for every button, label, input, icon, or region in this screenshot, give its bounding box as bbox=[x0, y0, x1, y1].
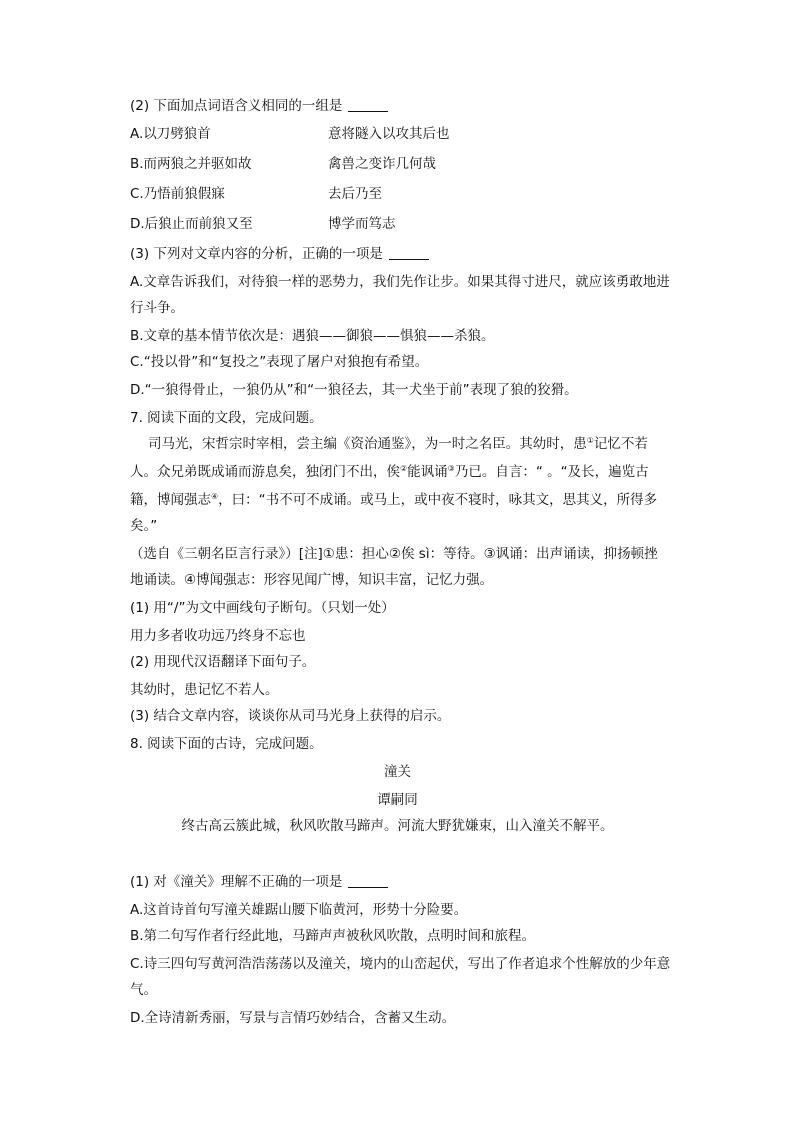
q3-option-a-line2: 行斗争。 bbox=[130, 300, 184, 316]
passage-text: 司马光，宋哲宗时宰相，尝主编《资治通鉴》，为一时之名臣。其幼时，患 bbox=[148, 436, 587, 452]
q2-option-d: D.后狼止而前狼又至 bbox=[130, 216, 253, 232]
q7-notes-line1: （选自《三朝名臣言行录》）[注]①患：担心②俟 sì：等待。③讽诵：出声诵读，抑扬顿挫 bbox=[130, 546, 658, 562]
q2-option-b: B.而两狼之并驱如故 bbox=[130, 156, 252, 172]
q7-passage-line3 bbox=[130, 490, 657, 510]
q7-sub1-sentence: 用力多者收功远乃终身不忘也 bbox=[130, 628, 306, 644]
q2-stem bbox=[130, 96, 388, 116]
footnote-marker: ① bbox=[586, 436, 594, 445]
q2-stem-text: (2) 下面加点词语含义相同的一组是 bbox=[130, 98, 343, 114]
q8-sub1 bbox=[130, 872, 388, 892]
q3-stem bbox=[130, 244, 429, 264]
q7-sub3: (3) 结合文章内容，谈谈你从司马光身上获得的启示。 bbox=[130, 708, 451, 724]
q3-option-d: D.“一狼得骨止，一狼仍从”和“一狼径去，其一犬坐于前”表现了狼的狡猾。 bbox=[130, 382, 578, 398]
q2-option-c-pair: 去后乃至 bbox=[328, 186, 382, 202]
q7-passage-line2 bbox=[130, 462, 649, 482]
q2-option-a-pair: 意将隧入以攻其后也 bbox=[328, 126, 450, 142]
passage-text: 人。众兄弟既成诵而游息矣，独闭门不出，俟 bbox=[130, 464, 400, 480]
footnote-marker: ③ bbox=[447, 464, 455, 473]
passage-text: 记忆不若 bbox=[593, 436, 648, 452]
q7-notes-line2: 地诵读。④博闻强志：形容见闻广博，知识丰富，记忆力强。 bbox=[130, 572, 494, 588]
poem-body: 终古高云簇此城，秋风吹散马蹄声。河流大野犹嫌束，山入潼关不解平。 bbox=[181, 818, 614, 834]
q3-option-b: B.文章的基本情节依次是：遇狼——御狼——惧狼——杀狼。 bbox=[130, 328, 495, 344]
q3-option-a-line1: A.文章告诉我们，对待狼一样的恶势力，我们先作让步。如果其得寸进尺，就应该勇敢地进 bbox=[130, 274, 670, 290]
poem-title: 潼关 bbox=[384, 764, 411, 780]
q3-option-c: C.“投以骨”和“复投之”表现了屠户对狼抱有希望。 bbox=[130, 354, 429, 370]
answer-blank[interactable] bbox=[348, 875, 388, 888]
q8-title: 8. 阅读下面的古诗，完成问题。 bbox=[130, 736, 323, 752]
q8-option-b: B.第二句写作者行经此地，马蹄声声被秋风吹散，点明时间和旅程。 bbox=[130, 928, 536, 944]
answer-blank[interactable] bbox=[389, 247, 429, 260]
q8-option-c-line1: C.诗三四句写黄河浩浩荡荡以及潼关，境内的山峦起伏，写出了作者追求个性解放的少年意 bbox=[130, 956, 671, 972]
q2-option-b-pair: 禽兽之变诈几何哉 bbox=[328, 156, 436, 172]
q8-option-d: D.全诗清新秀丽，写景与言情巧妙结合，含蓄又生动。 bbox=[130, 1010, 456, 1026]
footnote-marker: ② bbox=[400, 464, 408, 473]
q8-sub1-text: (1) 对《潼关》理解不正确的一项是 bbox=[130, 874, 343, 890]
q7-passage-line1 bbox=[148, 434, 648, 454]
passage-text: 能讽诵 bbox=[407, 464, 448, 480]
passage-text: 籍，博闻强志 bbox=[130, 492, 211, 508]
q7-sub2-sentence: 其幼时，患记忆不若人。 bbox=[130, 682, 279, 698]
q8-option-c-line2: 气。 bbox=[130, 982, 157, 998]
q2-option-a: A.以刀劈狼首 bbox=[130, 126, 211, 142]
q8-option-a: A.这首诗首句写潼关雄踞山腰下临黄河，形势十分险要。 bbox=[130, 902, 468, 918]
q2-option-c: C.乃悟前狼假寐 bbox=[130, 186, 225, 202]
q2-option-d-pair: 博学而笃志 bbox=[328, 216, 396, 232]
passage-text: ，曰：“书不可不成诵。或马上，或中夜不寝时，咏其文，思其义，所得多 bbox=[218, 492, 658, 508]
passage-text: 乃已。自言：“ 。“及长，遍览古 bbox=[454, 464, 649, 480]
q7-title: 7. 阅读下面的文段，完成问题。 bbox=[130, 410, 323, 426]
q7-passage-line4: 矣。” bbox=[130, 518, 158, 534]
q7-sub2: (2) 用现代汉语翻译下面句子。 bbox=[130, 654, 316, 670]
poem-author: 谭嗣同 bbox=[377, 792, 418, 808]
footnote-marker: ④ bbox=[211, 492, 219, 501]
q7-sub1: (1) 用“/”为文中画线句子断句。（只划一处） bbox=[130, 600, 395, 616]
q3-stem-text: (3) 下列对文章内容的分析，正确的一项是 bbox=[130, 246, 383, 262]
answer-blank[interactable] bbox=[348, 99, 388, 112]
